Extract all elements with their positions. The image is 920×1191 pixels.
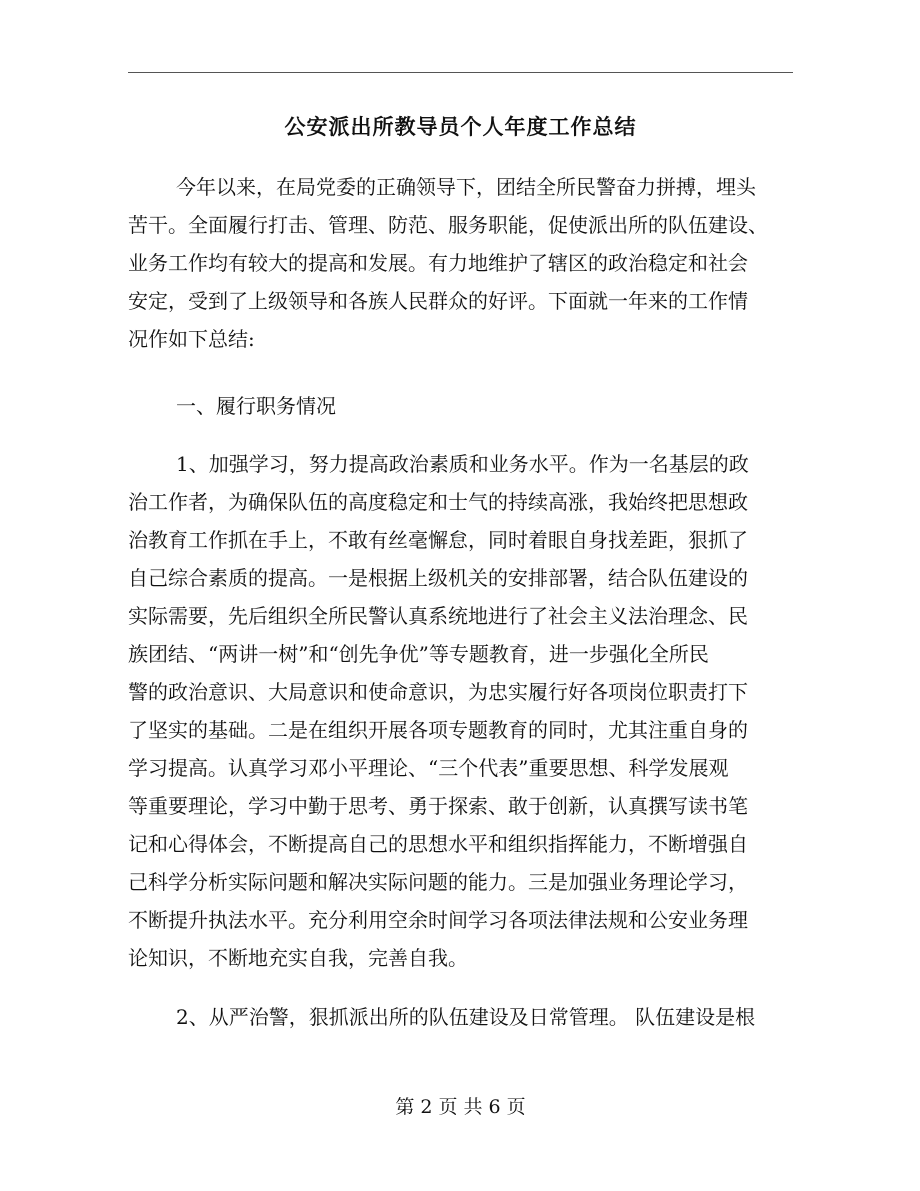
document-title: 公安派出所教导员个人年度工作总结 [284, 114, 637, 139]
paragraph-line: 1、加强学习，努力提高政治素质和业务水平。作为一名基层的政 [176, 452, 749, 476]
paragraph-line: 记和心得体会，不断提高自己的思想水平和组织指挥能力，不断增强自 [128, 832, 748, 856]
paragraph-line: 治工作者，为确保队伍的高度稳定和士气的持续高涨，我始终把思想政 [128, 490, 748, 514]
paragraph-line: 苦干。全面履行打击、管理、防范、服务职能，促使派出所的队伍建设、 [128, 213, 768, 237]
page-number: 第 2 页 共 6 页 [395, 1096, 526, 1118]
paragraph-line: 今年以来，在局党委的正确领导下，团结全所民警奋力拼搏，埋头 [176, 175, 756, 199]
paragraph-line: 不断提升执法水平。充分利用空余时间学习各项法律法规和公安业务理 [128, 908, 748, 932]
paragraph-line: 安定，受到了上级领导和各族人民群众的好评。下面就一年来的工作情 [128, 289, 748, 313]
paragraph-line: 己科学分析实际问题和解决实际问题的能力。三是加强业务理论学习， [128, 870, 748, 894]
paragraph-line: 治教育工作抓在手上，不敢有丝毫懈怠，同时着眼自身找差距，狠抓了 [128, 528, 748, 552]
paragraph-line: 等重要理论，学习中勤于思考、勇于探索、敢于创新，认真撰写读书笔 [128, 794, 748, 818]
paragraph-line: 实际需要，先后组织全所民警认真系统地进行了社会主义法治理念、民 [128, 604, 748, 628]
paragraph-line: 警的政治意识、大局意识和使命意识，为忠实履行好各项岗位职责打下 [128, 680, 748, 704]
paragraph-line: 论知识，不断地充实自我，完善自我。 [128, 946, 468, 970]
paragraph-line: 2、从严治警，狠抓派出所的队伍建设及日常管理。 队伍建设是根 [176, 1005, 756, 1029]
paragraph-line: 学习提高。认真学习邓小平理论、“三个代表”重要思想、科学发展观 [128, 756, 729, 780]
paragraph-line: 了坚实的基础。二是在组织开展各项专题教育的同时，尤其注重自身的 [128, 718, 748, 742]
section-heading: 一、履行职务情况 [176, 394, 336, 418]
paragraph-line: 自己综合素质的提高。一是根据上级机关的安排部署，结合队伍建设的 [128, 566, 748, 590]
paragraph-line: 业务工作均有较大的提高和发展。有力地维护了辖区的政治稳定和社会 [128, 251, 748, 275]
paragraph-line: 况作如下总结: [128, 327, 255, 351]
header-rule [128, 72, 793, 73]
paragraph-line: 族团结、“两讲一树”和“创先争优”等专题教育，进一步强化全所民 [128, 642, 709, 666]
